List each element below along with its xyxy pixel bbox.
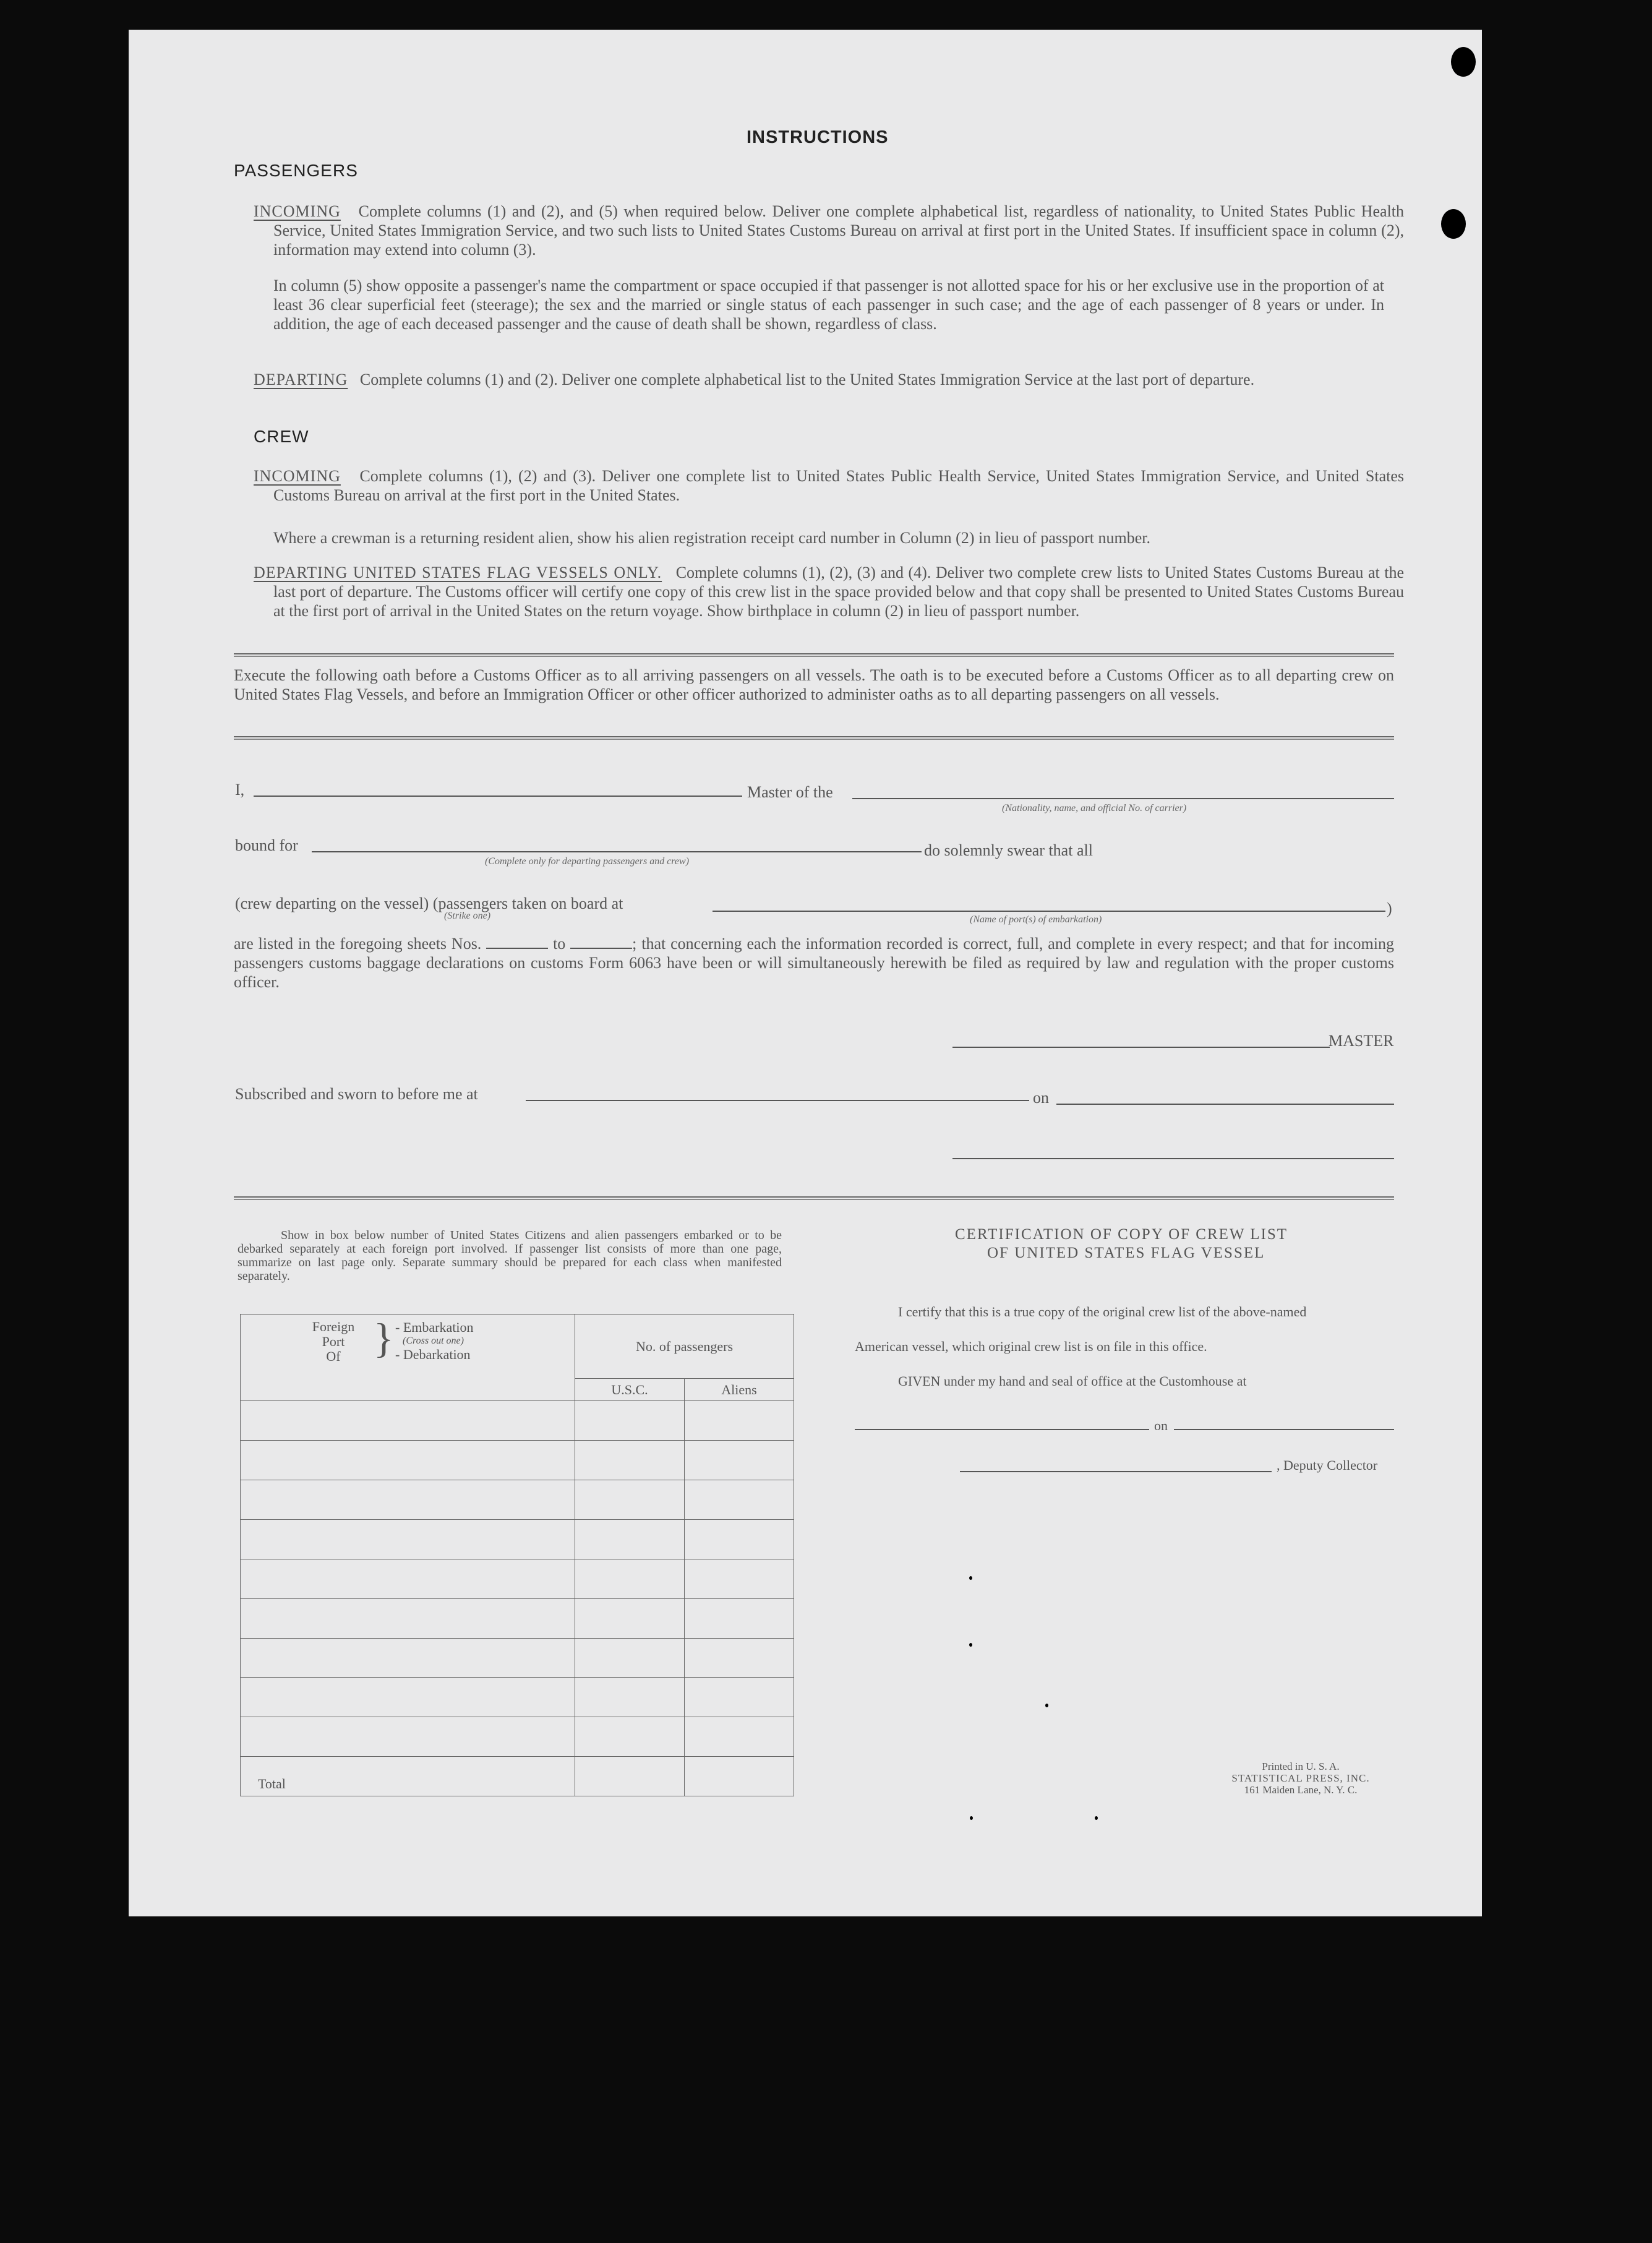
- customhouse-field[interactable]: [855, 1429, 1149, 1430]
- bound-for-label: bound for: [235, 836, 298, 854]
- crew-incoming-paragraph: [254, 466, 1404, 505]
- certification-on-label: on: [1154, 1418, 1168, 1433]
- certify-line-2: American vessel, which original crew list is on file in this office.: [855, 1339, 1207, 1354]
- summary-usc-cell[interactable]: [575, 1559, 685, 1598]
- punch-hole-middle: [1441, 209, 1466, 239]
- summary-aliens-cell[interactable]: [685, 1638, 794, 1678]
- summary-usc-cell[interactable]: [575, 1441, 685, 1480]
- sheet-from-field[interactable]: [486, 937, 548, 949]
- strike-one-note: (Strike one): [444, 911, 491, 921]
- crew-departing-text: Complete columns (1), (2), (3) and (4). Deliver two complete crew lists to United States Customs Bureau at the last port of departure. The Customs officer will certify one copy of this crew list in the space provided below and that copy shall be presented to United States Customs Bureau at the first port of arrival in the United States on the return voyage. Show birthplace in column (2) in lieu of passport number.: [273, 564, 1405, 620]
- usc-header: U.S.C.: [575, 1379, 685, 1401]
- divider-top: [234, 653, 1394, 657]
- carrier-field[interactable]: [852, 798, 1394, 799]
- crew-departing-choice[interactable]: (crew departing on the vessel) (passengers taken on board at: [235, 894, 623, 912]
- listed-paragraph: [234, 934, 1394, 992]
- scan-speck: [1045, 1704, 1048, 1707]
- embarkation-label: - Embarkation: [395, 1319, 474, 1335]
- passengers-incoming-paragraph: [254, 202, 1404, 259]
- brace-icon: }: [374, 1314, 394, 1362]
- subscribed-date-field[interactable]: [1056, 1104, 1394, 1105]
- given-line: GIVEN under my hand and seal of office at the Customhouse at: [898, 1373, 1247, 1389]
- summary-aliens-cell[interactable]: [685, 1678, 794, 1717]
- master-of-label: Master of the: [747, 783, 833, 801]
- scan-speck: [1095, 1816, 1098, 1820]
- summary-aliens-cell[interactable]: [685, 1480, 794, 1520]
- summary-table: [240, 1314, 794, 1796]
- total-label: Total: [258, 1776, 286, 1791]
- summary-port-cell[interactable]: [241, 1519, 575, 1559]
- summary-port-cell[interactable]: [241, 1717, 575, 1757]
- certify-line-1: I certify that this is a true copy of the original crew list of the above-named: [898, 1304, 1307, 1319]
- instructions-title: INSTRUCTIONS: [747, 127, 889, 147]
- summary-port-cell[interactable]: [241, 1480, 575, 1520]
- master-name-field[interactable]: [254, 796, 742, 797]
- master-signature-field[interactable]: [952, 1047, 1330, 1048]
- crew-heading: CREW: [254, 427, 309, 446]
- scan-speck: [970, 1816, 973, 1820]
- printer-imprint: [1199, 1761, 1403, 1796]
- foreign-label: Foreign: [312, 1319, 355, 1334]
- passengers-incoming-text: Complete columns (1) and (2), and (5) when required below. Deliver one complete alphabetical list, regardless of nationality, to United States Public Health Service, United States Immigration Service, and two such lists to United States Customs Bureau on arrival at first port in the United States. If insufficient space in column (2), information may extend into column (3).: [273, 202, 1405, 259]
- passengers-departing-text: Complete columns (1) and (2). Deliver one complete alphabetical list to the United States Immigration Service at the last port of departure.: [359, 371, 1255, 388]
- passengers-departing-label: DEPARTING: [254, 371, 348, 388]
- summary-aliens-cell[interactable]: [685, 1401, 794, 1441]
- bound-for-field[interactable]: [312, 851, 922, 852]
- summary-port-cell[interactable]: [241, 1559, 575, 1598]
- passengers-departing-paragraph: [254, 370, 1404, 389]
- oath-i-label: I,: [235, 781, 245, 799]
- scan-speck: [969, 1576, 972, 1580]
- embarkation-port-field[interactable]: [713, 911, 1385, 912]
- summary-port-cell[interactable]: [241, 1441, 575, 1480]
- summary-instructions: Show in box below number of United States Citizens and alien passengers embarked or to be debarked separately at each foreign port involved. If passenger list consists of more than one page, summarize on last page only. Separate summary should be prepared for each class when manifested separately.: [238, 1229, 782, 1283]
- summary-usc-cell[interactable]: [575, 1678, 685, 1717]
- close-paren: ): [1387, 899, 1392, 917]
- scan-speck: [969, 1643, 972, 1647]
- bound-for-note: (Complete only for departing passengers and crew): [485, 856, 690, 867]
- passengers-incoming-label: INCOMING: [254, 202, 341, 220]
- subscribed-place-field[interactable]: [526, 1100, 1029, 1101]
- swear-label: do solemnly swear that all: [924, 841, 1093, 859]
- summary-port-cell[interactable]: [241, 1638, 575, 1678]
- aliens-header: Aliens: [685, 1379, 794, 1401]
- passengers-heading: PASSENGERS: [234, 161, 358, 180]
- foreign-port-header: [241, 1314, 575, 1401]
- certification-title-1: CERTIFICATION OF COPY OF CREW LIST: [955, 1226, 1288, 1243]
- divider-bottom: [234, 1196, 1394, 1200]
- column5-paragraph: In column (5) show opposite a passenger's name the compartment or space occupied if that passenger is not allotted space for his or her exclusive use in the proportion of at least 36 clear superficial feet (steerage); the sex and the married or single status of each passenger in such case; and the age of each passenger of 8 years or under. In addition, the age of each deceased passenger and the cause of death shall be shown, regardless of class.: [273, 277, 1384, 333]
- deputy-collector-label: , Deputy Collector: [1277, 1457, 1378, 1473]
- carrier-field-note: (Nationality, name, and official No. of carrier): [1002, 803, 1187, 813]
- master-label: MASTER: [1329, 1032, 1394, 1050]
- certification-date-field[interactable]: [1174, 1429, 1394, 1430]
- summary-usc-cell[interactable]: [575, 1401, 685, 1441]
- crewman-paragraph: Where a crewman is a returning resident alien, show his alien registration receipt card number in Column (2) in lieu of passport number.: [273, 529, 1151, 547]
- summary-aliens-cell[interactable]: [685, 1598, 794, 1638]
- divider-oath: [234, 736, 1394, 740]
- summary-aliens-cell[interactable]: [685, 1441, 794, 1480]
- embarkation-port-note: (Name of port(s) of embarkation): [970, 914, 1102, 925]
- subscribed-label: Subscribed and sworn to before me at: [235, 1085, 478, 1103]
- debarkation-label: - Debarkation: [395, 1347, 471, 1362]
- subscribed-on-label: on: [1033, 1089, 1049, 1107]
- summary-total-usc-cell[interactable]: [575, 1757, 685, 1796]
- sheet-to-field[interactable]: [570, 937, 632, 949]
- printer-line-3: 161 Maiden Lane, N. Y. C.: [1244, 1784, 1358, 1796]
- printer-line-1: Printed in U. S. A.: [1262, 1761, 1340, 1772]
- cross-out-label: (Cross out one): [403, 1336, 464, 1346]
- form-sheet: [129, 30, 1482, 1916]
- summary-usc-cell[interactable]: [575, 1480, 685, 1520]
- deputy-signature-field[interactable]: [960, 1471, 1272, 1472]
- summary-usc-cell[interactable]: [575, 1598, 685, 1638]
- crew-departing-paragraph: [254, 563, 1404, 620]
- summary-port-cell[interactable]: [241, 1678, 575, 1717]
- summary-total-aliens-cell[interactable]: [685, 1757, 794, 1796]
- summary-aliens-cell[interactable]: [685, 1519, 794, 1559]
- punch-hole-top: [1451, 47, 1476, 77]
- summary-usc-cell[interactable]: [575, 1717, 685, 1757]
- no-passengers-header: No. of passengers: [575, 1314, 794, 1379]
- summary-total-cell: [241, 1757, 575, 1796]
- summary-port-cell[interactable]: [241, 1598, 575, 1638]
- summary-usc-cell[interactable]: [575, 1638, 685, 1678]
- to-label: to: [553, 935, 566, 953]
- crew-departing-label: DEPARTING UNITED STATES FLAG VESSELS ONLY.: [254, 564, 662, 581]
- printer-line-2: STATISTICAL PRESS, INC.: [1231, 1772, 1370, 1784]
- port-label: Port: [322, 1334, 345, 1349]
- summary-aliens-cell[interactable]: [685, 1717, 794, 1757]
- crew-incoming-label: INCOMING: [254, 467, 341, 485]
- crew-incoming-text: Complete columns (1), (2) and (3). Deliver one complete list to United States Public Health Service, United States Immigration Service, and United States Customs Bureau on arrival at the first port in the United States.: [273, 467, 1404, 504]
- listed-text-2: ; that concerning each the information recorded is correct, full, and complete in every respect; and that for incoming passengers customs baggage declarations on customs Form 6063 have been or will simultaneously herewith be filed as required by law and regulation with the proper customs officer.: [234, 935, 1394, 991]
- officer-signature-field[interactable]: [952, 1158, 1394, 1159]
- of-label: Of: [326, 1349, 341, 1364]
- listed-text-1: are listed in the foregoing sheets Nos.: [234, 935, 482, 953]
- certification-title-2: OF UNITED STATES FLAG VESSEL: [987, 1245, 1265, 1261]
- summary-port-cell[interactable]: [241, 1401, 575, 1441]
- oath-intro: Execute the following oath before a Customs Officer as to all arriving passengers on all vessels. The oath is to be executed before a Customs Officer as to all departing crew on United States Flag Vessels, and before an Immigration Officer or other officer authorized to administer oaths as to all departing passengers on all vessels.: [234, 666, 1394, 703]
- summary-aliens-cell[interactable]: [685, 1559, 794, 1598]
- summary-usc-cell[interactable]: [575, 1519, 685, 1559]
